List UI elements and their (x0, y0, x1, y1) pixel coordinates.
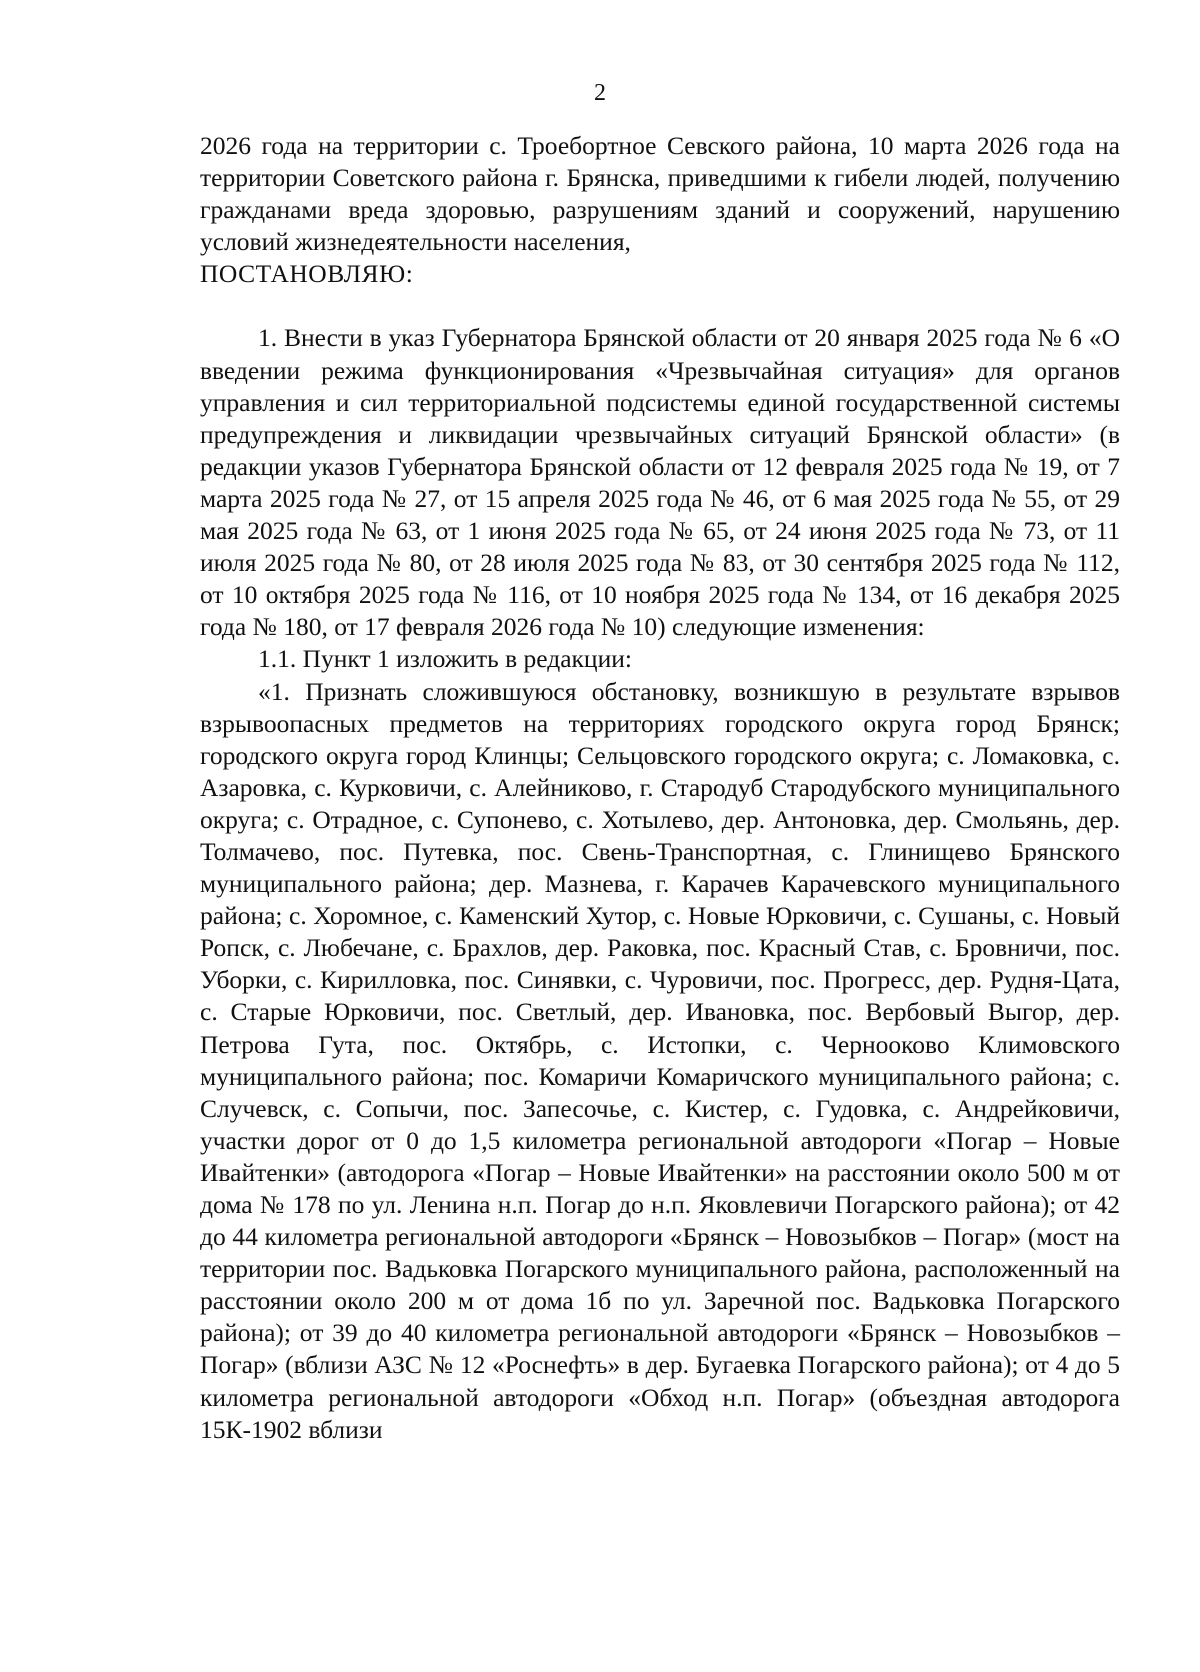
document-body (200, 130, 1120, 1446)
intro-paragraph: 2026 года на территории с. Троебортное Севского района, 10 марта 2026 года на территории Советского района г. Брянска, приведшими к гибели людей, получению гражданами вреда здоровью, разрушениям зданий и сооружений, нарушению условий жизнедеятельности населения, (200, 131, 1120, 257)
item-1-paragraph: 1. Внести в указ Губернатора Брянской области от 20 января 2025 года № 6 «О введении режима функционирования «Чрезвычайная ситуация» для органов управления и сил территориальной подсистемы единой государственной системы предупреждения и ликвидации чрезвычайных ситуаций Брянской области» (в редакции указов Губернатора Брянской области от 12 февраля 2025 года № 19, от 7 марта 2025 года № 27, от 15 апреля 2025 года № 46, от 6 мая 2025 года № 55, от 29 мая 2025 года № 63, от 1 июня 2025 года № 65, от 24 июня 2025 года № 73, от 11 июля 2025 года № 80, от 28 июля 2025 года № 83, от 30 сентября 2025 года № 112, от 10 октября 2025 года № 116, от 10 ноября 2025 года № 134, от 16 декабря 2025 года № 180, от 17 февраля 2026 года № 10) следующие изменения: (200, 323, 1120, 642)
page-number: 2 (594, 80, 606, 106)
decree-heading: ПОСТАНОВЛЯЮ: (200, 259, 414, 289)
item-1-1-paragraph: 1.1. Пункт 1 изложить в редакции: (258, 644, 632, 674)
quoted-text-paragraph: «1. Признать сложившуюся обстановку, возникшую в результате взрывов взрывоопасных предметов на территориях городского округа город Брянск; городского округа город Клинцы; Сельцовского городского округа; с. Ломаковка, с. Азаровка, с. Курковичи, с. Алейниково, г. Стародуб Стародубского муниципального округа; с. Отрадное, с. Супонево, с. Хотылево, дер. Антоновка, дер. Смольянь, дер. Толмачево, пос. Путевка, пос. Свень-Транспортная, с. Глинищево Брянского муниципального района; дер. Мазнева, г. Карачев Карачевского муниципального района; с. Хоромное, с. Каменский Хутор, с. Новые Юрковичи, с. Сушаны, с. Новый Ропск, с. Любечане, с. Брахлов, дер. Раковка, пос. Красный Став, с. Бровничи, пос. Уборки, с. Кирилловка, пос. Синявки, с. Чуровичи, пос. Прогресс, дер. Рудня-Цата, с. Старые Юрковичи, пос. Светлый, дер. Ивановка, пос. Вербовый Выгор, дер. Петрова Гута, пос. Октябрь, с. Истопки, с. Чернооково Климовского муниципального района; пос. Комаричи Комаричского муниципального района; с. Случевск, с. Сопычи, пос. Запесочье, с. Кистер, с. Гудовка, с. Андрейковичи, участки дорог от 0 до 1,5 километра региональной автодороги «Погар – Новые Ивайтенки» (автодорога «Погар – Новые Ивайтенки» на расстоянии около 500 м от дома № 178 по ул. Ленина н.п. Погар до н.п. Яковлевичи Погарского района); от 42 до 44 километра региональной автодороги «Брянск – Новозыбков – Погар» (мост на территории пос. Вадьковка Погарского муниципального района, расположенный на расстоянии около 200 м от дома 1б по ул. Заречной пос. Вадьковка Погарского района); от 39 до 40 километра региональной автодороги «Брянск – Новозыбков – Погар» (вблизи АЗС № 12 «Роснефть» в дер. Бугаевка Погарского района); от 4 до 5 километра региональной автодороги «Обход н.п. Погар» (объездная автодорога 15К-1902 вблизи (200, 676, 1120, 1444)
paragraph-spacer (200, 290, 1120, 322)
